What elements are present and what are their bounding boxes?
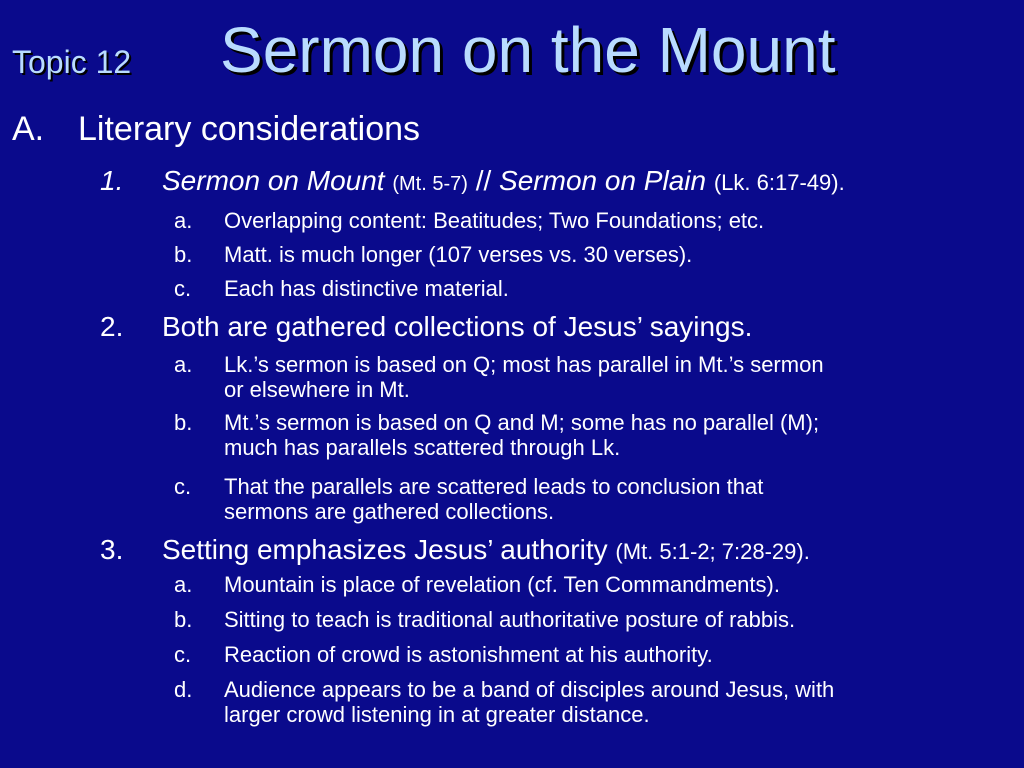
sub-item [174, 607, 796, 632]
sub-item [174, 276, 509, 301]
sub-item-text-line1: That the parallels are scattered leads to conclusion that [224, 474, 764, 499]
sub-item-marker: a. [174, 352, 193, 377]
sub-item-marker: a. [174, 572, 193, 597]
list-item-text: Both are gathered collections of Jesus’ sayings. [162, 311, 753, 342]
sub-item-marker: b. [174, 607, 193, 632]
sub-item [174, 242, 693, 267]
list-item-3 [100, 534, 810, 566]
sub-item [174, 410, 820, 460]
item1-ref2: (Lk. 6:17-49). [713, 170, 845, 195]
sub-item-text-line2: much has parallels scattered through Lk. [224, 435, 621, 460]
sub-item-marker: b. [174, 242, 193, 267]
sub-item-text-line2: or elsewhere in Mt. [224, 377, 410, 402]
sub-item [174, 642, 713, 667]
section-heading-text: Literary considerations [78, 110, 421, 148]
list-item-marker: 1. [100, 165, 124, 196]
sub-item-text: Matt. is much longer (107 verses vs. 30 verses). [224, 242, 693, 267]
item1-part2: Sermon on Plain [499, 165, 707, 196]
sub-item-text: Sitting to teach is traditional authoritative posture of rabbis. [224, 607, 796, 632]
sub-item [174, 474, 764, 524]
topic-label: Topic 12 [12, 44, 132, 80]
sub-item [174, 352, 824, 402]
sub-item-marker: c. [174, 276, 192, 301]
sub-item-text-line2: larger crowd listening in at greater distance. [224, 702, 650, 727]
sub-item-text-line1: Lk.’s sermon is based on Q; most has parallel in Mt.’s sermon [224, 352, 824, 377]
section-marker: A. [12, 110, 45, 148]
item1-separator: // [475, 165, 492, 196]
list-item-marker: 3. [100, 534, 124, 565]
list-item-2 [100, 311, 753, 343]
sub-item-marker: a. [174, 208, 193, 233]
sub-item-marker: b. [174, 410, 193, 435]
sub-item [174, 208, 765, 233]
sub-item-text: Overlapping content: Beatitudes; Two Foundations; etc. [224, 208, 765, 233]
sub-item-text: Mountain is place of revelation (cf. Ten Commandments). [224, 572, 780, 597]
section-heading [12, 110, 421, 149]
slide-title: Sermon on the Mount [220, 14, 836, 86]
sub-item-text: Each has distinctive material. [224, 276, 509, 301]
sub-item-text: Reaction of crowd is astonishment at his authority. [224, 642, 713, 667]
item1-part1: Sermon on Mount [162, 165, 385, 196]
sub-item-marker: c. [174, 474, 192, 499]
item3-ref: (Mt. 5:1-2; 7:28-29). [615, 539, 810, 564]
list-item-marker: 2. [100, 311, 124, 342]
sub-item [174, 677, 835, 727]
sub-item-text-line2: sermons are gathered collections. [224, 499, 555, 524]
list-item-text: Setting emphasizes Jesus’ authority [162, 534, 608, 565]
sub-item-marker: c. [174, 642, 192, 667]
sub-item [174, 572, 780, 597]
sub-item-marker: d. [174, 677, 193, 702]
list-item-1 [100, 165, 845, 197]
sub-item-text-line1: Audience appears to be a band of disciples around Jesus, with [224, 677, 835, 702]
item1-ref1: (Mt. 5-7) [392, 173, 468, 195]
sub-item-text-line1: Mt.’s sermon is based on Q and M; some has no parallel (M); [224, 410, 820, 435]
